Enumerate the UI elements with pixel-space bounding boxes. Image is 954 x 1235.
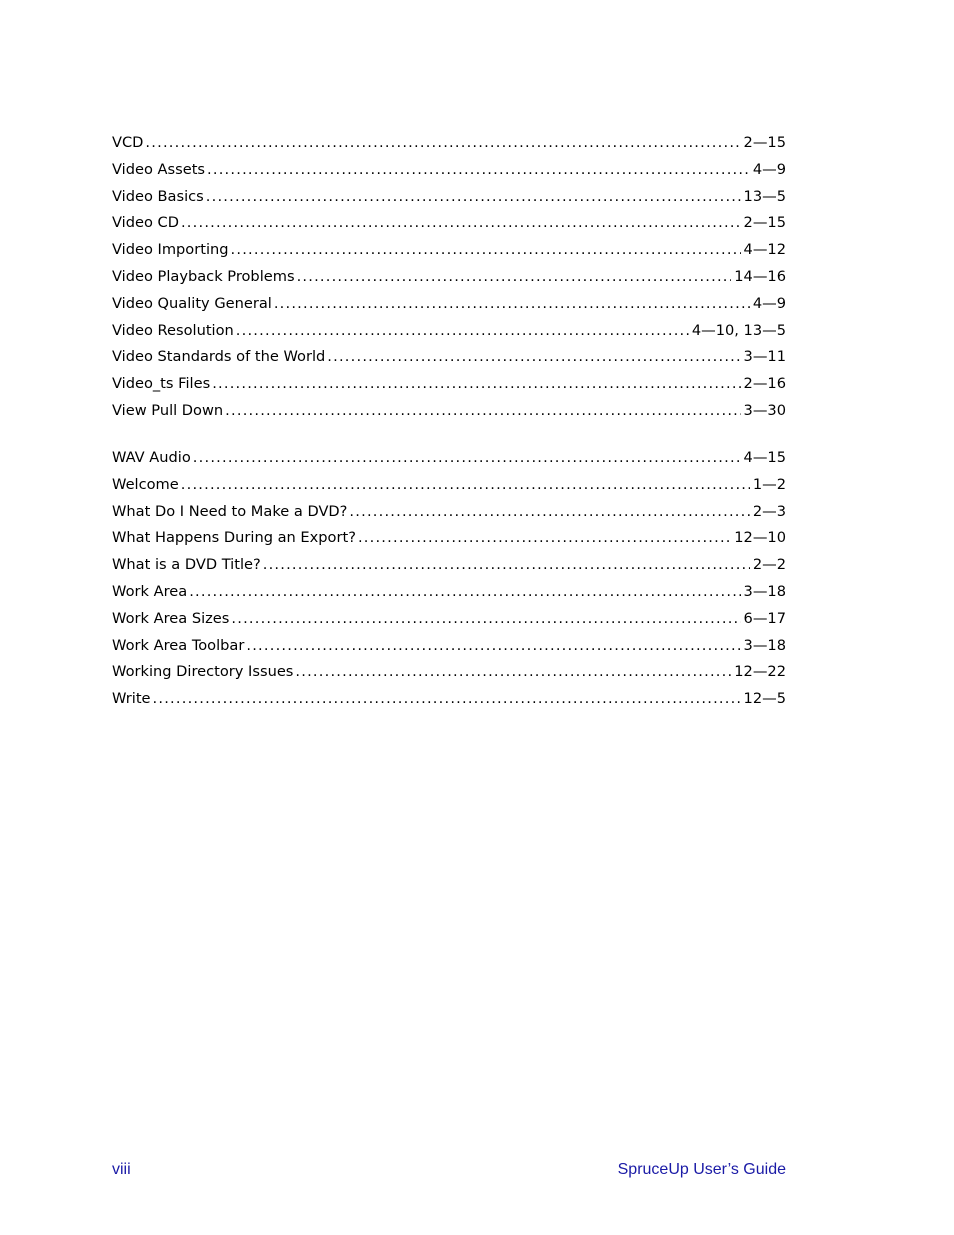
entry-pages: 4—15 — [743, 449, 786, 466]
dot-leader — [206, 184, 741, 211]
dot-leader — [231, 237, 741, 264]
index-entry — [112, 579, 786, 606]
dot-leader — [225, 398, 740, 425]
entry-term: Work Area Toolbar — [112, 636, 245, 654]
page-number: viii — [112, 1161, 131, 1178]
index-entry — [112, 371, 786, 398]
index-entry — [112, 184, 786, 211]
entry-term: Video Resolution — [112, 321, 234, 339]
entry-term: What Do I Need to Make a DVD? — [112, 502, 348, 520]
entry-pages: 13—5 — [743, 187, 786, 205]
dot-leader — [358, 525, 731, 552]
dot-leader — [212, 371, 740, 398]
index-entry — [112, 686, 786, 713]
index-entry — [112, 606, 786, 633]
entry-pages: 2—15 — [743, 134, 786, 151]
dot-leader — [231, 606, 740, 633]
entry-term: What is a DVD Title? — [112, 556, 261, 574]
index-entry — [112, 344, 786, 371]
index-entry — [112, 291, 786, 318]
entry-pages: 12—22 — [734, 663, 786, 681]
dot-leader — [263, 552, 750, 579]
index-entry — [112, 237, 786, 264]
entry-pages: 14—16 — [734, 267, 786, 285]
entry-term: Video Standards of the World — [112, 348, 326, 366]
index-group-w — [112, 445, 786, 713]
dot-leader — [297, 264, 732, 291]
entry-term: Write — [112, 690, 151, 708]
dot-leader — [189, 579, 740, 606]
entry-pages: 3—11 — [743, 348, 786, 366]
entry-term: Welcome — [112, 475, 179, 493]
entry-pages: 2—15 — [743, 214, 786, 232]
book-title: SpruceUp User’s Guide — [617, 1161, 786, 1178]
entry-pages: 4—9 — [752, 160, 786, 178]
dot-leader — [207, 157, 750, 184]
dot-leader — [327, 344, 740, 371]
entry-term: What Happens During an Export? — [112, 529, 356, 547]
index-entry — [112, 398, 786, 425]
dot-leader — [153, 686, 741, 713]
index-entry — [112, 472, 786, 499]
index-entry — [112, 130, 786, 157]
entry-pages: 12—5 — [743, 690, 786, 708]
entry-pages: 2—3 — [752, 502, 786, 520]
entry-term: Working Directory Issues — [112, 663, 294, 681]
entry-pages: 3—30 — [743, 401, 786, 419]
entry-pages: 2—2 — [752, 556, 786, 574]
dot-leader — [145, 130, 740, 157]
entry-term: Work Area — [112, 582, 188, 600]
dot-leader — [246, 633, 740, 660]
dot-leader — [349, 499, 749, 526]
dot-leader — [181, 472, 750, 499]
entry-pages: 3—18 — [743, 582, 786, 600]
dot-leader — [193, 445, 741, 472]
dot-leader — [236, 318, 689, 345]
index-entry — [112, 318, 786, 345]
index-entry — [112, 157, 786, 184]
dot-leader — [181, 210, 741, 237]
dot-leader — [295, 659, 731, 686]
entry-pages: 4—9 — [752, 294, 786, 312]
entry-term: Video Playback Problems — [112, 267, 295, 285]
page-footer — [112, 1158, 786, 1182]
index-entry — [112, 499, 786, 526]
index-entry — [112, 659, 786, 686]
index-entry — [112, 264, 786, 291]
index-entry — [112, 525, 786, 552]
entry-pages: 4—10, 13—5 — [691, 321, 786, 339]
index-entry — [112, 210, 786, 237]
index-group-v — [112, 130, 786, 425]
entry-term: Video Basics — [112, 187, 204, 205]
entry-pages: 6—17 — [743, 609, 786, 627]
entry-term: WAV Audio — [112, 449, 191, 466]
entry-term: Video Assets — [112, 160, 206, 178]
index-entry — [112, 552, 786, 579]
entry-term: Video_ts Files — [112, 375, 211, 393]
entry-pages: 12—10 — [734, 529, 786, 547]
entry-term: VCD — [112, 134, 144, 151]
entry-term: Video CD — [112, 214, 179, 232]
entry-term: Video Importing — [112, 241, 229, 259]
entry-pages: 4—12 — [743, 241, 786, 259]
index-entry — [112, 445, 786, 472]
index-entry — [112, 633, 786, 660]
entry-term: View Pull Down — [112, 401, 224, 419]
dot-leader — [274, 291, 750, 318]
entry-term: Video Quality General — [112, 294, 272, 312]
entry-pages: 1—2 — [752, 475, 786, 493]
entry-term: Work Area Sizes — [112, 609, 230, 627]
entry-pages: 2—16 — [743, 375, 786, 393]
entry-pages: 3—18 — [743, 636, 786, 654]
